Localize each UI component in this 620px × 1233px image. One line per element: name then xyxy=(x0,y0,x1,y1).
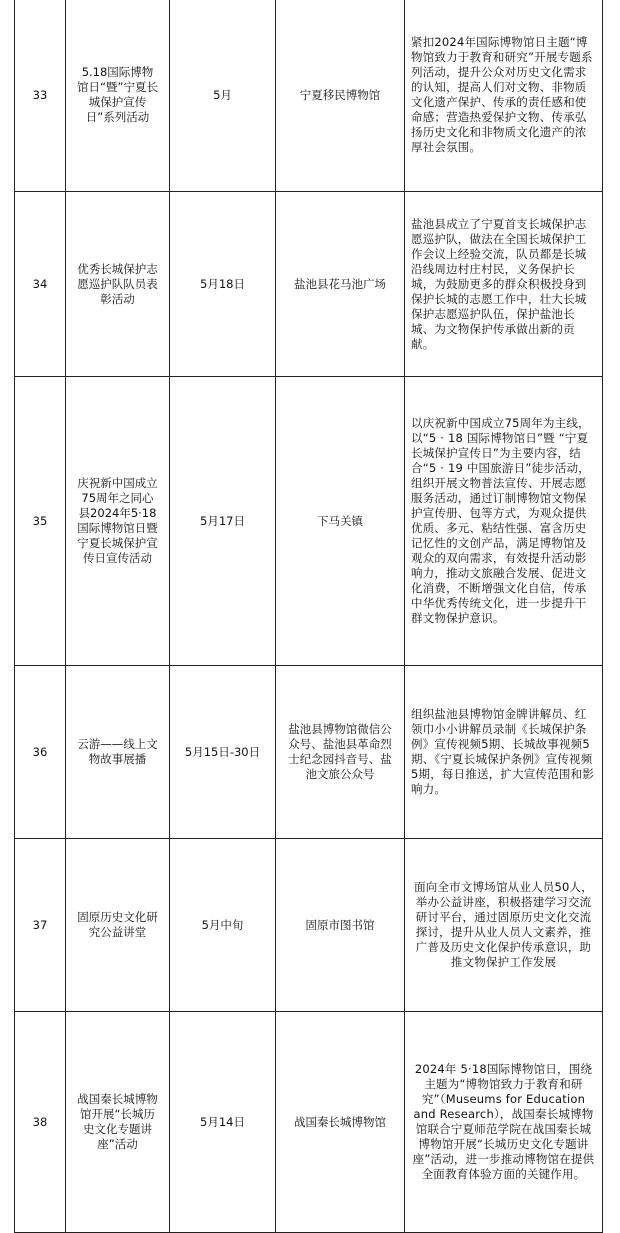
activity-place: 宁夏移民博物馆 xyxy=(276,0,405,192)
activity-date: 5月 xyxy=(170,0,276,192)
activity-name: 云游——线上文物故事展播 xyxy=(66,666,170,839)
activity-date: 5月中旬 xyxy=(170,839,276,1012)
activity-description: 盐池县成立了宁夏首支长城保护志愿巡护队，做法在全国长城保护工作会议上经验交流，队员都是长城沿线周边村庄村民，义务保护长城，为鼓励更多的群众积极投身到保护长城的志愿工作中，壮大长城保护志愿巡护队伍，保护盐池长城、为文物保护传承做出新的贡献。 xyxy=(405,192,603,377)
activity-place: 下马关镇 xyxy=(276,377,405,666)
activity-place: 战国秦长城博物馆 xyxy=(276,1012,405,1233)
activity-date: 5月14日 xyxy=(170,1012,276,1233)
activity-description: 以庆祝新中国成立75周年为主线，以“5 · 18 国际博物馆日”暨 “宁夏长城保护宣传日”为主要内容，结合“5 · 19 中国旅游日”徒步活动，组织开展文物普法宣传、开展志愿服务活动，通过订制博物馆文物保护宣传册、包等方式，为观众提供优质、多元、粘结性强、富含历史记忆性的文创产品，满足博物馆及观众的双向需求，有效提升活动影响力，推动文旅融合发展、促进文化消费，不断增强文化自信，传承中华优秀传统文化，进一步提升干群文物保护意识。 xyxy=(405,377,603,666)
table-row xyxy=(15,666,603,839)
activity-description: 组织盐池县博物馆金牌讲解员、红领巾小小讲解员录制《长城保护条例》宣传视频5期、长城故事视频5期、《宁夏长城保护条例》宣传视频5期，每日推送，扩大宣传范围和影响力。 xyxy=(405,666,603,839)
activity-date: 5月18日 xyxy=(170,192,276,377)
activity-place: 盐池县博物馆微信公众号、盐池县革命烈士纪念园抖音号、盐池文旅公众号 xyxy=(276,666,405,839)
activity-name: 5.18国际博物馆日“暨”宁夏长城保护宣传日”系列活动 xyxy=(66,0,170,192)
activity-place: 固原市图书馆 xyxy=(276,839,405,1012)
activity-name: 优秀长城保护志愿巡护队队员表彰活动 xyxy=(66,192,170,377)
table-row xyxy=(15,839,603,1012)
activity-description: 面向全市文博场馆从业人员50人，举办公益讲座，积极搭建学习交流研讨平台，通过固原历史文化交流探讨，提升从业人员人文素养，推广普及历史文化保护传承意识，助推文物保护工作发展 xyxy=(405,839,603,1012)
row-number: 36 xyxy=(15,666,66,839)
row-number: 33 xyxy=(15,0,66,192)
activity-description: 紧扣2024年国际博物馆日主题“博物馆致力于教育和研究”开展专题系列活动，提升公众对历史文化需求的认知，提高人们对文物、非物质文化遗产保护、传承的责任感和使命感；营造热爱保护文物、传承弘扬历史文化和非物质文化遗产的浓厚社会氛围。 xyxy=(405,0,603,192)
row-number: 37 xyxy=(15,839,66,1012)
table-row xyxy=(15,0,603,192)
activity-table xyxy=(14,0,603,1233)
activity-name: 庆祝新中国成立75周年之同心县2024年5·18国际博物馆日暨宁夏长城保护宣传日宣传活动 xyxy=(66,377,170,666)
table-row xyxy=(15,1012,603,1233)
activity-date: 5月17日 xyxy=(170,377,276,666)
row-number: 38 xyxy=(15,1012,66,1233)
activity-date: 5月15日-30日 xyxy=(170,666,276,839)
row-number: 35 xyxy=(15,377,66,666)
table-row xyxy=(15,192,603,377)
activity-name: 战国秦长城博物馆开展“长城历史文化专题讲座”活动 xyxy=(66,1012,170,1233)
table-row xyxy=(15,377,603,666)
activity-description: 2024年 5·18国际博物馆日，围绕主题为“博物馆致力于教育和研究”（Museums for Education and Research），战国秦长城博物馆联合宁夏师范学院在战国秦长城博物馆开展“长城历史文化专题讲座”活动，进一步推动博物馆在提供全面教育体验方面的关键作用。 xyxy=(405,1012,603,1233)
activity-place: 盐池县花马池广场 xyxy=(276,192,405,377)
activity-name: 固原历史文化研究公益讲堂 xyxy=(66,839,170,1012)
row-number: 34 xyxy=(15,192,66,377)
